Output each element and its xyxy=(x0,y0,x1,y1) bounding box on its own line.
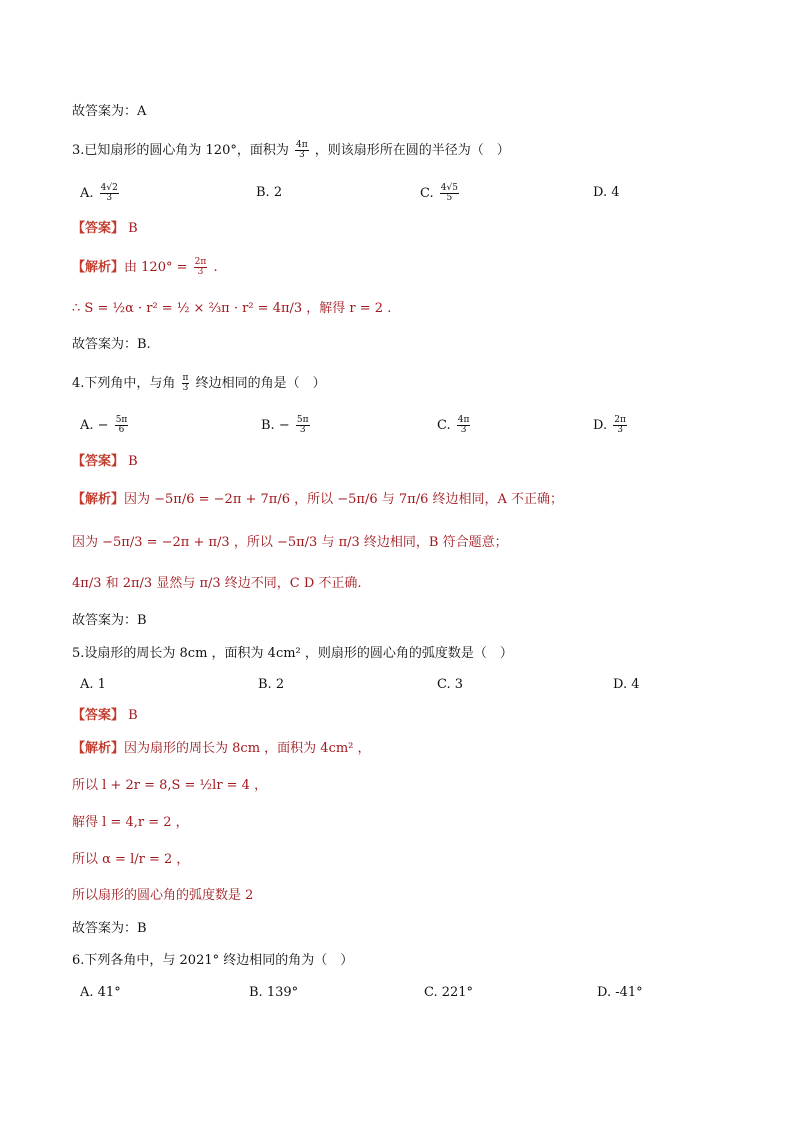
answer-tag: 【答案】 xyxy=(72,454,125,469)
fraction-denominator: 3 xyxy=(460,425,467,435)
q3-final: 故答案为：B. xyxy=(72,337,151,352)
fraction-denominator: 3 xyxy=(182,383,189,393)
q4-analysis-3: 4π/3 和 2π/3 显然与 π/3 终边不同，C D 不正确. xyxy=(72,576,362,591)
q3-analysis-1 xyxy=(72,258,218,277)
option-label: D. xyxy=(593,418,608,433)
q3-option-b: B. 2 xyxy=(256,185,283,200)
q3-answer xyxy=(72,220,138,238)
fraction-numerator: 2π xyxy=(614,415,626,425)
q5-analysis-1 xyxy=(72,740,371,758)
fraction xyxy=(457,416,471,435)
question-6: 6.下列各角中，与 2021° 终边相同的角为（ ） xyxy=(72,953,354,968)
q4-analysis-2: 因为 −5π/3 = −2π + π/3 ，所以 −5π/3 与 π/3 终边相同，B 符合题意； xyxy=(72,535,508,550)
question-3 xyxy=(72,141,510,160)
analysis-tag: 【解析】 xyxy=(72,492,125,507)
answer-tag: 【答案】 xyxy=(72,708,125,723)
option-label: A. xyxy=(80,186,94,201)
q4-option-a xyxy=(80,416,130,435)
q5-answer xyxy=(72,707,138,725)
q4-analysis-1 xyxy=(72,491,563,509)
fraction xyxy=(613,416,627,435)
q5-option-a: A. 1 xyxy=(80,677,106,692)
option-label: C. xyxy=(420,186,434,201)
fraction-denominator: 3 xyxy=(197,267,204,277)
option-label: B. − xyxy=(261,418,290,433)
fraction-numerator: π xyxy=(182,373,189,383)
fraction-denominator: 6 xyxy=(118,425,125,435)
fraction xyxy=(194,258,208,277)
q4-option-c xyxy=(437,416,472,435)
analysis-text: 由 120° = xyxy=(124,260,188,275)
option-label: C. xyxy=(437,418,451,433)
q5-final: 故答案为：B xyxy=(72,921,147,936)
question-4-suffix: 终边相同的角是（ ） xyxy=(195,376,326,391)
fraction xyxy=(296,416,310,435)
analysis-tag: 【解析】 xyxy=(72,260,125,275)
analysis-text-end: . xyxy=(213,260,218,275)
fraction xyxy=(182,374,190,393)
question-3-text: 3.已知扇形的圆心角为 120°，面积为 xyxy=(72,143,289,158)
answer-text: 故答案为：A xyxy=(72,104,147,119)
fraction-numerator: 4√2 xyxy=(100,183,118,193)
answer-line-prev xyxy=(72,103,146,121)
fraction xyxy=(440,184,459,203)
fraction-numerator: 4π xyxy=(457,415,470,425)
q5-option-b: B. 2 xyxy=(258,677,285,692)
fraction-numerator: 5π xyxy=(296,415,309,425)
fraction xyxy=(100,184,119,203)
analysis-text: 因为 −5π/6 = −2π + 7π/6 ，所以 −5π/6 与 7π/6 终边相同，A 不正确； xyxy=(124,492,564,507)
q6-option-c: C. 221° xyxy=(424,985,474,1000)
fraction-denominator: 3 xyxy=(617,425,623,435)
question-4-text: 4.下列角中，与角 xyxy=(72,376,176,391)
fraction xyxy=(295,141,309,160)
question-3-suffix: ，则该扇形所在圆的半径为（ ） xyxy=(314,143,510,158)
q3-analysis-2: ∴ S = ½α · r² = ½ × ⅔π · r² = 4π/3 ，解得 r = 2 . xyxy=(72,301,392,316)
q3-option-a xyxy=(80,184,121,203)
fraction-denominator: 3 xyxy=(106,193,113,203)
fraction-denominator: 3 xyxy=(299,425,306,435)
question-4 xyxy=(72,374,326,393)
q4-option-d xyxy=(593,416,629,435)
q3-option-d: D. 4 xyxy=(593,185,620,200)
analysis-text: 因为扇形的周长为 8cm ，面积为 4cm² ， xyxy=(124,741,371,756)
answer-value: B xyxy=(128,454,138,469)
option-label: A. − xyxy=(80,418,109,433)
answer-value: B xyxy=(128,708,138,723)
analysis-tag: 【解析】 xyxy=(72,741,125,756)
q5-analysis-5: 所以扇形的圆心角的弧度数是 2 xyxy=(72,888,254,903)
fraction-numerator: 2π xyxy=(194,257,207,267)
fraction-numerator: 5π xyxy=(115,415,128,425)
q6-option-b: B. 139° xyxy=(249,985,299,1000)
answer-tag: 【答案】 xyxy=(72,221,125,236)
fraction-numerator: 4π xyxy=(296,140,308,150)
q5-option-d: D. 4 xyxy=(613,677,640,692)
q4-final: 故答案为：B xyxy=(72,613,147,628)
q5-analysis-4: 所以 α = l/r = 2 ， xyxy=(72,852,190,867)
answer-value: B xyxy=(128,221,138,236)
q3-option-c xyxy=(420,184,461,203)
q5-analysis-3: 解得 l = 4,r = 2 ， xyxy=(72,815,189,830)
q4-option-b xyxy=(261,416,312,435)
fraction-denominator: 3 xyxy=(298,150,305,160)
q5-analysis-2: 所以 l + 2r = 8,S = ½lr = 4 ， xyxy=(72,778,268,793)
fraction-numerator: 4√5 xyxy=(440,183,458,193)
fraction xyxy=(115,416,129,435)
question-5: 5.设扇形的周长为 8cm ，面积为 4cm² ，则扇形的圆心角的弧度数是（ ） xyxy=(72,646,513,661)
q6-option-d: D. -41° xyxy=(597,985,643,1000)
q5-option-c: C. 3 xyxy=(437,677,464,692)
fraction-denominator: 5 xyxy=(446,193,453,203)
q6-option-a: A. 41° xyxy=(80,985,121,1000)
q4-answer xyxy=(72,453,138,471)
